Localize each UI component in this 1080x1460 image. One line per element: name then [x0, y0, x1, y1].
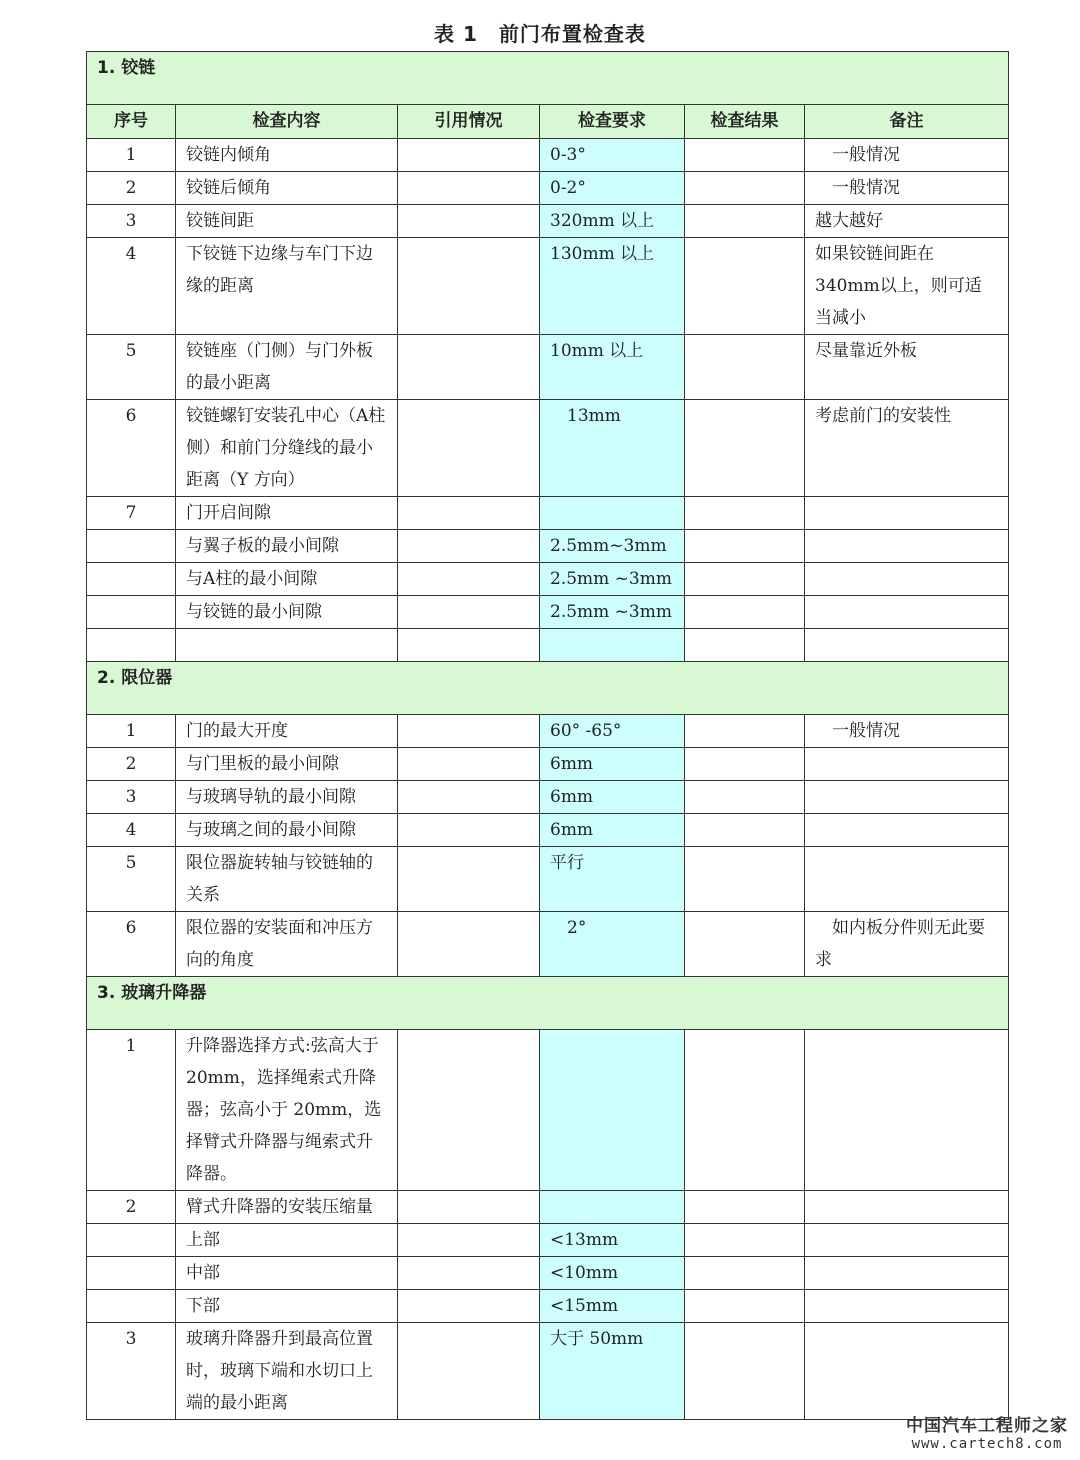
cell-reference [398, 139, 540, 172]
cell-note: 一般情况 [805, 139, 1009, 172]
cell-content: 与铰链的最小间隙 [176, 596, 398, 629]
cell-result [685, 912, 805, 977]
cell-no: 1 [87, 139, 176, 172]
cell-no: 6 [87, 400, 176, 497]
cell-reference [398, 748, 540, 781]
cell-result [685, 1323, 805, 1420]
column-header: 序号 [87, 105, 176, 139]
cell-reference [398, 1030, 540, 1191]
front-door-check-table [86, 51, 1009, 1420]
cell-no: 2 [87, 172, 176, 205]
cell-reference [398, 847, 540, 912]
cell-requirement: 0-2° [540, 172, 685, 205]
cell-note [805, 1323, 1009, 1420]
cell-result [685, 1224, 805, 1257]
cell-no [87, 1257, 176, 1290]
section-row [87, 662, 1009, 715]
watermark [906, 1411, 1068, 1452]
cell-no: 6 [87, 912, 176, 977]
cell-content: 铰链间距 [176, 205, 398, 238]
cell-requirement: 2.5mm~3mm [540, 530, 685, 563]
cell-note: 越大越好 [805, 205, 1009, 238]
cell-requirement: 60° -65° [540, 715, 685, 748]
table-row [87, 1257, 1009, 1290]
cell-result [685, 1257, 805, 1290]
cell-reference [398, 172, 540, 205]
cell-result [685, 238, 805, 335]
header-row [87, 105, 1009, 139]
cell-content: 与玻璃之间的最小间隙 [176, 814, 398, 847]
watermark-url: www.cartech8.com [911, 1436, 1063, 1452]
cell-content: 臂式升降器的安装压缩量 [176, 1191, 398, 1224]
cell-no [87, 563, 176, 596]
table-row [87, 912, 1009, 977]
table-row [87, 238, 1009, 335]
cell-result [685, 563, 805, 596]
cell-note [805, 1224, 1009, 1257]
table-row [87, 1290, 1009, 1323]
cell-reference [398, 497, 540, 530]
cell-result [685, 530, 805, 563]
cell-content: 铰链后倾角 [176, 172, 398, 205]
table-row [87, 847, 1009, 912]
cell-no [87, 1224, 176, 1257]
cell-note: 考虑前门的安装性 [805, 400, 1009, 497]
cell-note: 如内板分件则无此要求 [805, 912, 1009, 977]
cell-note [805, 629, 1009, 662]
cell-requirement: 平行 [540, 847, 685, 912]
table-row [87, 1224, 1009, 1257]
cell-result [685, 814, 805, 847]
cell-content: 铰链座（门侧）与门外板的最小距离 [176, 335, 398, 400]
cell-note [805, 781, 1009, 814]
column-header: 引用情况 [398, 105, 540, 139]
cell-reference [398, 205, 540, 238]
table-row [87, 400, 1009, 497]
table-row [87, 781, 1009, 814]
cell-no [87, 1290, 176, 1323]
table-row [87, 497, 1009, 530]
section-title: 2. 限位器 [87, 662, 1009, 715]
cell-requirement: 0-3° [540, 139, 685, 172]
cell-no [87, 596, 176, 629]
watermark-name: 中国汽车工程师之家 [906, 1416, 1068, 1436]
cell-note: 一般情况 [805, 715, 1009, 748]
cell-requirement: <15mm [540, 1290, 685, 1323]
cell-result [685, 1290, 805, 1323]
cell-result [685, 781, 805, 814]
cell-result [685, 139, 805, 172]
cell-reference [398, 1323, 540, 1420]
table-row [87, 1030, 1009, 1191]
section-row [87, 977, 1009, 1030]
cell-no: 1 [87, 715, 176, 748]
cell-note [805, 1191, 1009, 1224]
cell-content: 下部 [176, 1290, 398, 1323]
section-row [87, 52, 1009, 105]
cell-reference [398, 1257, 540, 1290]
cell-reference [398, 400, 540, 497]
cell-no: 3 [87, 1323, 176, 1420]
table-row [87, 748, 1009, 781]
cell-note [805, 748, 1009, 781]
table-row [87, 629, 1009, 662]
cell-note [805, 847, 1009, 912]
cell-requirement [540, 1191, 685, 1224]
cell-reference [398, 1191, 540, 1224]
table-row [87, 139, 1009, 172]
cell-requirement: 10mm 以上 [540, 335, 685, 400]
cell-content: 与翼子板的最小间隙 [176, 530, 398, 563]
cell-requirement: 320mm 以上 [540, 205, 685, 238]
cell-result [685, 748, 805, 781]
cell-no: 5 [87, 335, 176, 400]
cell-no: 2 [87, 1191, 176, 1224]
cell-reference [398, 912, 540, 977]
cell-result [685, 1030, 805, 1191]
cell-content: 与A柱的最小间隙 [176, 563, 398, 596]
cell-content: 中部 [176, 1257, 398, 1290]
cell-result [685, 1191, 805, 1224]
cell-content: 与玻璃导轨的最小间隙 [176, 781, 398, 814]
section-title: 3. 玻璃升降器 [87, 977, 1009, 1030]
cell-no: 3 [87, 781, 176, 814]
cell-note [805, 1290, 1009, 1323]
cell-requirement [540, 629, 685, 662]
table-row [87, 814, 1009, 847]
cell-no: 4 [87, 814, 176, 847]
table-row [87, 172, 1009, 205]
cell-reference [398, 814, 540, 847]
cell-requirement: 130mm 以上 [540, 238, 685, 335]
cell-content: 限位器旋转轴与铰链轴的关系 [176, 847, 398, 912]
cell-reference [398, 596, 540, 629]
cell-note [805, 814, 1009, 847]
column-header: 检查内容 [176, 105, 398, 139]
cell-requirement: <10mm [540, 1257, 685, 1290]
cell-result [685, 400, 805, 497]
cell-requirement: 2.5mm ~3mm [540, 563, 685, 596]
column-header: 检查要求 [540, 105, 685, 139]
cell-result [685, 497, 805, 530]
cell-requirement: 2.5mm ~3mm [540, 596, 685, 629]
cell-no [87, 530, 176, 563]
cell-no: 7 [87, 497, 176, 530]
cell-note [805, 497, 1009, 530]
cell-reference [398, 238, 540, 335]
cell-requirement [540, 497, 685, 530]
cell-note [805, 596, 1009, 629]
cell-reference [398, 629, 540, 662]
cell-content: 门的最大开度 [176, 715, 398, 748]
cell-reference [398, 715, 540, 748]
cell-reference [398, 530, 540, 563]
cell-requirement: 大于 50mm [540, 1323, 685, 1420]
cell-note: 尽量靠近外板 [805, 335, 1009, 400]
cell-no: 4 [87, 238, 176, 335]
table-row [87, 1191, 1009, 1224]
cell-content: 与门里板的最小间隙 [176, 748, 398, 781]
cell-note [805, 1030, 1009, 1191]
cell-result [685, 335, 805, 400]
cell-result [685, 205, 805, 238]
cell-no: 1 [87, 1030, 176, 1191]
cell-no [87, 629, 176, 662]
cell-requirement: 6mm [540, 814, 685, 847]
cell-no: 2 [87, 748, 176, 781]
cell-no: 3 [87, 205, 176, 238]
cell-result [685, 596, 805, 629]
cell-content: 下铰链下边缘与车门下边缘的距离 [176, 238, 398, 335]
cell-requirement: 2° [540, 912, 685, 977]
section-title: 1. 铰链 [87, 52, 1009, 105]
column-header: 备注 [805, 105, 1009, 139]
cell-note [805, 1257, 1009, 1290]
cell-requirement: <13mm [540, 1224, 685, 1257]
table-row [87, 530, 1009, 563]
cell-reference [398, 335, 540, 400]
cell-reference [398, 563, 540, 596]
cell-note [805, 530, 1009, 563]
table-row [87, 1323, 1009, 1420]
cell-result [685, 847, 805, 912]
cell-content: 铰链内倾角 [176, 139, 398, 172]
cell-requirement: 6mm [540, 748, 685, 781]
cell-content [176, 629, 398, 662]
cell-content: 升降器选择方式:弦高大于 20mm，选择绳索式升降器；弦高小于 20mm，选择臂式升降器与绳索式升降器。 [176, 1030, 398, 1191]
cell-content: 上部 [176, 1224, 398, 1257]
cell-no: 5 [87, 847, 176, 912]
column-header: 检查结果 [685, 105, 805, 139]
table-row [87, 715, 1009, 748]
cell-requirement: 6mm [540, 781, 685, 814]
cell-note: 一般情况 [805, 172, 1009, 205]
cell-content: 玻璃升降器升到最高位置时，玻璃下端和水切口上端的最小距离 [176, 1323, 398, 1420]
table-row [87, 335, 1009, 400]
cell-content: 限位器的安装面和冲压方向的角度 [176, 912, 398, 977]
table-title: 表 1 前门布置检查表 [434, 22, 646, 46]
cell-result [685, 715, 805, 748]
cell-reference [398, 781, 540, 814]
cell-result [685, 172, 805, 205]
cell-reference [398, 1224, 540, 1257]
cell-reference [398, 1290, 540, 1323]
table-row [87, 563, 1009, 596]
table-row [87, 596, 1009, 629]
cell-note: 如果铰链间距在340mm以上，则可适当减小 [805, 238, 1009, 335]
table-row [87, 205, 1009, 238]
cell-result [685, 629, 805, 662]
cell-content: 门开启间隙 [176, 497, 398, 530]
cell-content: 铰链螺钉安装孔中心（A柱侧）和前门分缝线的最小距离（Y 方向） [176, 400, 398, 497]
cell-note [805, 563, 1009, 596]
cell-requirement: 13mm [540, 400, 685, 497]
cell-requirement [540, 1030, 685, 1191]
